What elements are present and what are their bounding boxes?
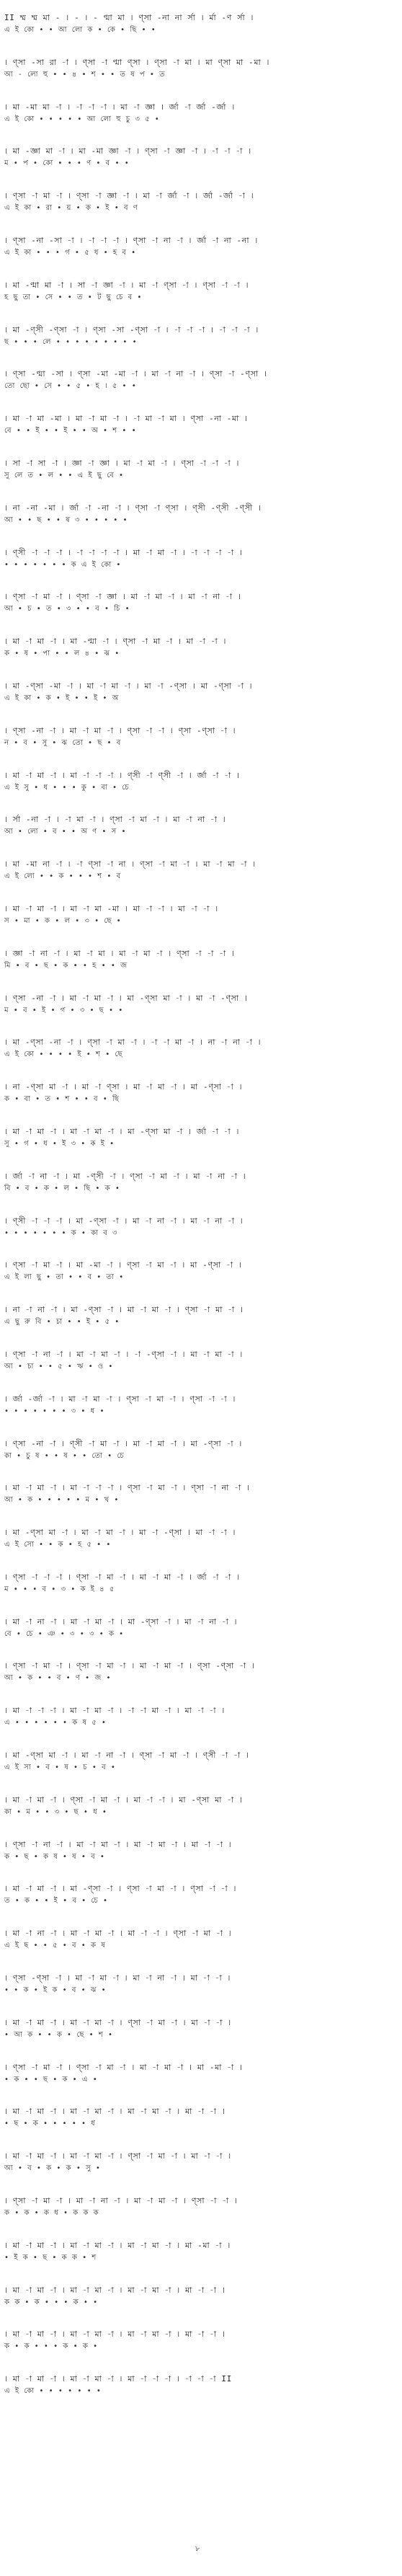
lyric-line: • ক • • ছ • ক • এ • (4, 2075, 98, 2084)
lyric-line: এ ই ছ • • ৫ • ব • ক ষ (4, 1942, 106, 1950)
lyric-line: বে • চে • ঞ • ৩ • ৩ • ক • (4, 1629, 124, 1638)
notation-system (4, 2057, 393, 2102)
lyric-line: আ • চা • • ৫ • ঋ • ও • (4, 1362, 114, 1371)
lyric-line: ন • ব • সু • ঝ তো • ছ • ব (4, 738, 121, 747)
swaralipi-line: । মা -ণ্সা মা -া । মা -া মা -া । মা -া -ণ্সা । মা -া -া । (4, 1528, 236, 1538)
swaralipi-line: । ণ্সা -া মা -া । মা -মা -া । ণ্সা -া মা -া । মা -ণ্সা -া । (4, 1260, 242, 1270)
swaralipi-line: । মা -া না -া । মা -া মা -া । মা -া -া । ণ্সা -া মা -া । (4, 1929, 232, 1939)
lyric-line: এ ই সু • ধ • • • কু • বা • চে (4, 783, 130, 792)
swaralipi-line: । সা -া সা -া । জ্ঞা -া জ্ঞা । মা -া মা -া । ণ্সা -া -া -া । (4, 458, 239, 468)
notation-system (4, 1923, 393, 1968)
swaralipi-line: । মা -ণ্সা -না -া । ণ্সা -া মা -া । -া -া মা -া । না -া না -া । (4, 1037, 262, 1048)
swaralipi-line: । মা -া মা -া । মা -া মা -া । মা -ণ্সা মা -া । র্জা -া -া । (4, 1126, 240, 1136)
lyric-line: আ • • ছ • • ষ ৩ • • • • • (4, 515, 128, 524)
notation-system (4, 1121, 393, 1166)
lyric-line: এ ই লো • • ক • • • শ • ব (4, 872, 121, 881)
swaralipi-line: । মা -া মা -মা । মা -া মা -া । -া মা -া মা । ণ্সা -না -মা । (4, 414, 248, 424)
lyric-line: স • মা • ক • ল • ৩ • ছে • (4, 916, 122, 925)
lyric-line: • • • • • • • ক • কা ব ৩ (4, 1229, 118, 1237)
notation-system (4, 1032, 393, 1076)
swaralipi-line: । জ্ঞা -া না -া । মা -া মা । মা -া মা -া । ণ্সা -া -া -া । (4, 948, 235, 958)
swaralipi-line: । ণ্সা -না -া । ণ্সী -া মা -া । মা -া মা -া । মা -ণ্সা -া । (4, 1438, 242, 1448)
lyric-line: ছ • • • লে • • • • • • • • • (4, 337, 138, 346)
swaralipi-line: । মা -ণ্সা -মা -া । মা -া মা -া । মা -া -ণ্সা । মা -ণ্সা -া । (4, 681, 253, 691)
swaralipi-line: । র্জা -া না -া । মা -ণ্সী -া । ণ্সা -া মা -া । মা -া না -া । (4, 1171, 246, 1181)
notation-system (4, 586, 393, 631)
notation-system (4, 97, 393, 141)
swaralipi-line: । না -ণ্সা মা -া । মা -া ণ্সা । মা -া মা -া । মা -ণ্সা -া । (4, 1082, 243, 1092)
notation-system (4, 1611, 393, 1656)
swaralipi-line: । ণ্সা -া না -া । মা -া মা -া । মা -া মা -া । মা -া -া । (4, 1839, 232, 1849)
swaralipi-line: । মা -া মা -া । মা -া -া -া । ণ্সা -া মা -া । ণ্সা -া না -া । (4, 1483, 250, 1493)
notation-system (4, 185, 393, 230)
lyric-line: এ ই সা • ব • ষ • চ • ব • (4, 1763, 116, 1772)
notation-system (4, 988, 393, 1032)
notation-system (4, 1567, 393, 1611)
notation-system (4, 52, 393, 97)
notation-system (4, 2101, 393, 2146)
lyric-line: এ ই কো • • • • • • • (4, 2387, 102, 2396)
lyric-line: এ ই কা • ক • ই • • ই • অ (4, 694, 119, 702)
swaralipi-line: । ণ্সা -ণ্মা -সা । ণ্সা -মা -মা -া । মা -া না -া । ণ্সা -া -ণ্সা । (4, 369, 267, 379)
notation-system (4, 1789, 393, 1834)
swaralipi-line: । না -না -মা । র্জা -া -না -া । ণ্সা -া ণ্সা । ণ্সী -ণ্সী -ণ্সী । (4, 503, 262, 513)
lyric-line: ত • ক • • ই • ব • চে • (4, 1897, 108, 1906)
notation-system (4, 943, 393, 988)
lyric-line: এ ছু রু বি • চা • • ই • ৫ • (4, 1318, 120, 1327)
notation-system (4, 1299, 393, 1344)
lyric-line: এ ই কো • • • • ই • শ • ছে (4, 1050, 123, 1059)
lyric-line: আ • লো • ব • • অ ণ • স • (4, 828, 127, 836)
swaralipi-line: । মা -জ্ঞা মা -া । মা -মা জ্ঞা -া । ণ্সা -া জ্ঞা -া । -া -া -া । (4, 146, 251, 156)
swaralipi-line: II ম্ম ম্ম মা - । - । - ণ্মা মা । ণ্সা -না না র্সা । র্মা -ণ র্সা । (4, 13, 254, 22)
lyric-line: • • • • • • • ৩ • ধ • (4, 1407, 105, 1415)
notation-system (4, 141, 393, 185)
swaralipi-line: । ণ্সা -সা রা -া । ণ্সা -া ণ্মা ণ্সা । ণ্সা -া মা । মা ণ্সা মা -মা । (4, 57, 270, 67)
swaralipi-line: । ণ্সা -ণ্সা -া । মা -া মা -া । মা -া না -া । মা -া -া । (4, 1973, 231, 1983)
notation-system (4, 898, 393, 943)
notation-system (4, 363, 393, 408)
lyric-line: আ • ক • • • • • ম • খ • (4, 1496, 119, 1505)
lyric-line: কা • চু ষ • • ষ • • তো • চে (4, 1451, 125, 1460)
notation-system (4, 453, 393, 497)
notation-system (4, 1655, 393, 1700)
notation-system (4, 1389, 393, 1433)
swaralipi-line: । মা -া মা -া । মা -া মা -া । ণ্সা -া মা -া । মা -া -া । (4, 2017, 231, 2027)
lyric-line: এ • • • • • • ক ষ ৫ • (4, 1719, 107, 1727)
notation-system (4, 2368, 393, 2413)
lyric-line: সু লে ত • ল • • এ ই ছু বে • (4, 471, 124, 479)
swaralipi-line: । ণ্সা -া -া -া । ণ্সা -া মা -া । মা -া মা -া । র্জা -া -া । (4, 1572, 240, 1582)
swaralipi-line: । না -া না -া । মা -ণ্সা -া । মা -া মা -া । ণ্সা -া মা -া । (4, 1305, 244, 1315)
notation-system (4, 1166, 393, 1210)
notation-system (4, 1700, 393, 1745)
lyric-line: ম • • • ব • ৩ • ক ই ৪ ৫ (4, 1585, 115, 1593)
lyric-line: হ ছু তা • সে • • ত • ট ছু চে ব • (4, 293, 142, 301)
lyric-line: ক • ষ • পা • • ল ৪ • ঝ • (4, 650, 120, 658)
swaralipi-line: । মা -া মা -া । মা -া মা -া । মা -া মা -া । মা -মা -া । (4, 2240, 231, 2250)
swaralipi-line: । ণ্সা -া মা -া । ণ্সা -া জ্ঞা -া । মা -া র্জা -া । র্জা -র্জা -া । (4, 191, 254, 201)
lyric-line: • ই ক • ছ • ক ক • শ (4, 2253, 97, 2262)
lyric-line: • ছ • ক • • • • • ধ (4, 2120, 96, 2128)
swaralipi-line: । মা -া -া -া । মা -া মা -া । -া -া মা -া । মা -া -া । (4, 1706, 225, 1716)
notation-system (4, 809, 393, 854)
notation-system (4, 1477, 393, 1522)
lyric-line: ক • বা • ত • শ • • ব • ছি (4, 1095, 120, 1104)
swaralipi-line: । মা -া মা -া । মা -া মা -া । মা -া -া -া । -া -া -া II (4, 2374, 232, 2384)
swaralipi-line: । ণ্সা -া মা -া । মা -া না -া । মা -া মা -া । ণ্সা -া -া । (4, 2196, 238, 2206)
notation-system (4, 765, 393, 810)
swaralipi-line: । মা -া মা -া । মা -ণ্সা -া । ণ্সা -া মা -া । ণ্সা -া -া । (4, 1884, 236, 1894)
notation-system (4, 7, 393, 52)
notation-system (4, 1834, 393, 1879)
notation-system (4, 1968, 393, 2012)
notation-system (4, 720, 393, 765)
lyric-line: মি • ব • ছ • ক • • হ • • জ (4, 961, 128, 970)
swaralipi-line: । ণ্সা -না -া । মা -া মা -া । ণ্সা -া -া । ণ্সা -ণ্সা -া । (4, 725, 236, 735)
swaralipi-line: । মা -া মা -া । মা -ণ্মা -া । ণ্সা -া মা -া । মা -া -া । (4, 637, 226, 647)
swaralipi-line: । মা -া মা -া । মা -া মা -মা । মা -া -া । মা -া -া । (4, 903, 218, 913)
swaralipi-line: । ণ্সী -া -া -া । মা -ণ্সা -া । মা -া না -া । মা -া না -া । (4, 1216, 244, 1226)
notation-system (4, 676, 393, 720)
notation-system (4, 408, 393, 453)
notation-system (4, 2146, 393, 2190)
swaralipi-line: । মা -ণ্মা মা -া । সা -া জ্ঞা -া । মা -া ণ্সা -া । ণ্সা -া -া । (4, 280, 249, 290)
lyric-line: ক • ক • ক ধ • ক ক ক (4, 2209, 99, 2218)
notation-system (4, 230, 393, 275)
lyric-line: এ ই কো • • আ লো ক • কে • ছি • • (4, 26, 156, 34)
swaralipi-line: । ণ্সা -না -সা -া । -া -া -া । ণ্সা -া না -া । র্জা -া না -না । (4, 235, 258, 245)
staff-list (4, 7, 393, 2413)
notation-system (4, 542, 393, 587)
notation-system (4, 1878, 393, 1923)
notation-system (4, 497, 393, 542)
swaralipi-line: । মা -মা মা -া । -া -া -া । মা -া জ্ঞা । র্জা -া র্জা -র্জা । (4, 102, 235, 112)
lyric-line: ক • ক • • • ক • ক • (4, 2342, 98, 2351)
notation-system (4, 1433, 393, 1478)
lyric-line: • • ক • ই ক • ব • ঝ • (4, 1986, 107, 1995)
notation-system (4, 1254, 393, 1299)
notation-system (4, 1344, 393, 1389)
lyric-line: এ ই কো • • • • • আ লো হু চু ৩ ৫ • (4, 115, 160, 123)
notation-system (4, 1522, 393, 1567)
lyric-line: ম • ব • ই • গ • ৩ • ছ • • (4, 1006, 123, 1014)
lyric-line: • আ ক • • ক • ছে • শ • (4, 2030, 113, 2039)
swaralipi-line: । র্জা -র্জা -া । মা -া মা -া । ণ্সা -া মা -া । ণ্সা -া -া । (4, 1394, 236, 1404)
swaralipi-line: । মা -া মা -া । মা -া -া -া । ণ্সী -া ণ্সী -া । র্জা -া -া । (4, 770, 240, 780)
lyric-line: আ - লো হু • • ৪ • শ • • ত ষ প • ত (4, 70, 166, 79)
notation-system (4, 2280, 393, 2324)
lyric-line: ক • ছ • ক ষ • ষ • ব • (4, 1852, 105, 1861)
lyric-line: ম • প • কো • • • ণ • ব • • (4, 159, 130, 168)
swaralipi-line: । মা -া মা -া । মা -া মা -া । ণ্সা -া মা -া । মা -া -া । (4, 2151, 231, 2161)
lyric-line: তো ছো • সে • • ৫ • হ । ৫ • • (4, 382, 137, 391)
page-number: ৮ (195, 2545, 200, 2553)
notation-system (4, 2190, 393, 2235)
swaralipi-line: । ণ্সা -না -া । মা -া মা -া । মা -ণ্সা মা -া । মা -া -ণ্সা । (4, 993, 248, 1003)
lyric-line: বি • ব • ক • ল • ছি • ক • (4, 1184, 120, 1192)
lyric-line: এ ই কা • রা • য় • ক • ই • ব ণ (4, 204, 138, 213)
notation-system (4, 1745, 393, 1789)
swaralipi-line: । মা -া মা -া । মা -া মা -া । মা -া মা -া । মা -া -া । (4, 2107, 225, 2117)
notation-system (4, 631, 393, 676)
swaralipi-line: । র্সা -না -া । -া মা -া । ণ্সা -া মা -া । মা -া না -া । (4, 815, 226, 825)
swaralipi-line: । মা -মা না -া । -া ণ্সা -া না । ণ্সা -া মা -া । মা -া মা -া । (4, 859, 256, 869)
swaralipi-line: । ণ্সা -া মা -া । ণ্সা -া মা -া । মা -া মা -া । ণ্সা -ণ্সা -া । (4, 1661, 255, 1671)
notation-system (4, 1076, 393, 1121)
lyric-line: এ ই কা • • • গ • ৫ ধ • হ ব • (4, 248, 136, 257)
lyric-line: এ ই লা ছু • তা • • ব • তা • (4, 1273, 124, 1282)
swaralipi-line: । মা -া না -া । মা -া মা -া । মা -ণ্সা -া । মা -া না -া । (4, 1616, 238, 1626)
notation-system (4, 275, 393, 319)
swaralipi-line: । ণ্সা -া মা -া । ণ্সা -া জ্ঞা । মা -া মা -া । মা -া না -া । (4, 592, 241, 602)
swaralipi-line: । ণ্সা -া মা -া । ণ্সা -া মা -া । মা -া মা -া । মা -মা -া । (4, 2062, 243, 2072)
swaralipi-line: । মা -া মা -া । মা -া মা -া । মা -া মা -া । মা -া -া । (4, 2329, 225, 2340)
swaralipi-line: । ণ্সা -া না -া । মা -া মা -া । -া -ণ্সা -া । মা -া মা -া । (4, 1349, 243, 1359)
swaralipi-line: । মা -ণ্সী -ণ্সা -া । ণ্সা -সা -ণ্সা -া । -া -া -া । -া -া -া । (4, 324, 259, 335)
notation-system (4, 2012, 393, 2057)
lyric-line: সু • গ • ধ • ই ৩ • ক ই • (4, 1139, 115, 1148)
lyric-line: • • • • • • • ক এ ই কো • (4, 560, 121, 569)
swaralipi-line: । ণ্সী -া -া -া । -া -া -া -া । মা -া মা -া । -া -া -া -া । (4, 547, 243, 557)
lyric-line: এ ই সো • • ক • হ ৫ • • (4, 1541, 112, 1549)
swaralipi-line: । মা -া মা -া । ণ্সা -া মা -া । মা -া -া । মা -ণ্সা মা -া । (4, 1794, 243, 1805)
notation-system (4, 319, 393, 364)
lyric-line: বে • • ই • • ই • • অ • শ • • (4, 427, 137, 435)
swaralipi-line: । মা -ণ্সা মা -া । মা -া না -া । ণ্সা -া মা -া । ণ্সী -া -া । (4, 1750, 249, 1761)
notation-system (4, 854, 393, 898)
lyric-line: আ • চ • ত • ৩ • • ব • চি • (4, 605, 130, 614)
swaralipi-line: । মা -া মা -া । মা -া মা -া । মা -া মা -া । মা -া -া । (4, 2285, 225, 2295)
notation-system (4, 1210, 393, 1255)
lyric-line: আ • ক • • ব • ণ • জ • (4, 1674, 112, 1683)
notation-system (4, 2324, 393, 2368)
lyric-line: ক ক • ক • • • ক • • (4, 2298, 98, 2306)
notation-system (4, 2235, 393, 2280)
lyric-line: কা • ম • • ৩ • ছ • ধ • (4, 1807, 107, 1816)
lyric-line: আ • ব • ক • ক • সু • (4, 2164, 101, 2173)
